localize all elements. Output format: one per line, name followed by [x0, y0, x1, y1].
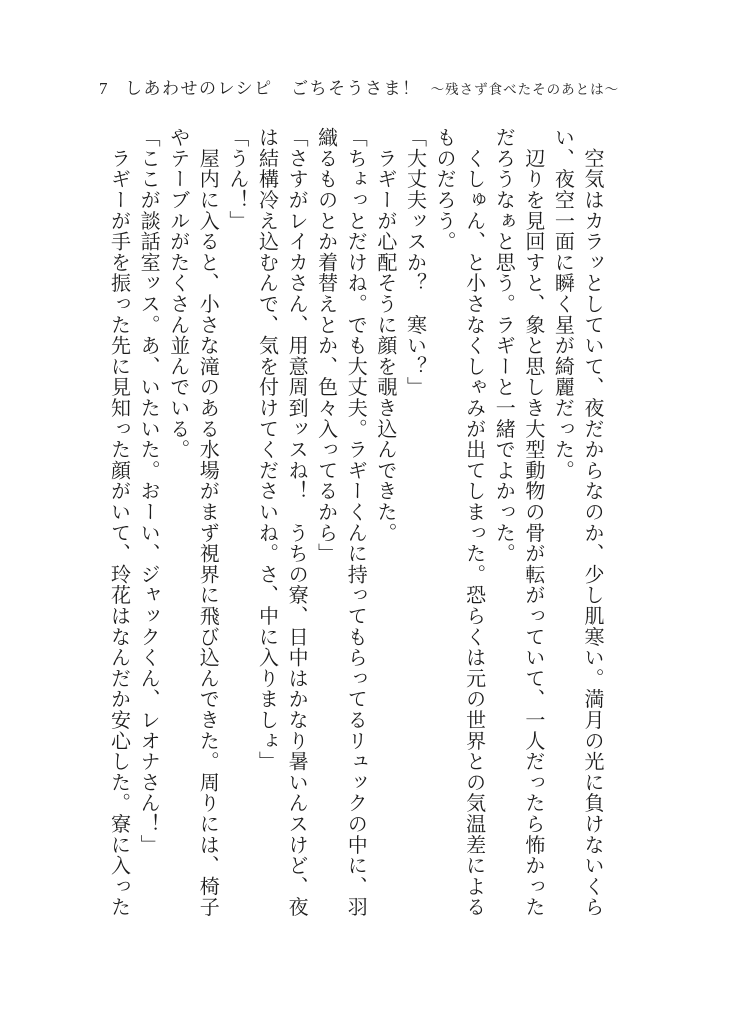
text-line: 「さすがレイカさん、用意周到ッスね！ うちの寮、日中はかなり暑いんスけど、夜	[285, 127, 308, 918]
text-line: 辺りを見回すと、象と思しき大型動物の骨が転がっていて、一人だったら怖かった	[521, 127, 544, 918]
text-line: ラギーが心配そうに顔を覗き込んできた。	[373, 127, 396, 543]
text-line: 「うん！」	[225, 127, 248, 231]
text-line: 「大丈夫ッスか？ 寒い？」	[403, 127, 426, 398]
page-header	[99, 74, 619, 99]
text-line: 織るものとか着替えとか、色々入ってるから」	[314, 127, 337, 564]
text-line: 「ここが談話室ッス。あ、いたいた。おーい、ジャックくん、レオナさん！」	[137, 127, 160, 855]
text-line: だろうなぁと思う。ラギーと一緒でよかった。	[492, 127, 515, 564]
chapter-subtitle: ～残さず食べたそのあとは～	[430, 82, 620, 97]
text-line: やテーブルがたくさん並んでいる。	[166, 127, 189, 460]
body-text	[103, 127, 606, 939]
page-number: 7	[99, 79, 109, 98]
text-line: ラギーが手を振った先に見知った顔がいて、玲花はなんだか安心した。寮に入った	[107, 127, 130, 918]
text-line: 「ちょっとだけね。でも大丈夫。ラギーくんに持ってもらってるリュックの中に、羽	[344, 127, 367, 918]
chapter-title: しあわせのレシピ ごちそうさま！	[125, 79, 421, 98]
text-line: は結構冷え込むんで、気を付けてくださいね。さ、中に入りましょ」	[255, 127, 278, 772]
text-line: い、夜空一面に瞬く星が綺麗だった。	[551, 127, 574, 481]
text-line: 屋内に入ると、小さな滝のある水場がまず視界に飛び込んできた。周りには、椅子	[196, 127, 219, 918]
text-line: ものだろう。	[433, 127, 456, 252]
text-line: 空気はカラッとしていて、夜だからなのか、少し肌寒い。満月の光に負けないくら	[581, 127, 603, 918]
text-line: くしゅん、と小さなくしゃみが出てしまった。恐らくは元の世界との気温差による	[462, 127, 485, 918]
